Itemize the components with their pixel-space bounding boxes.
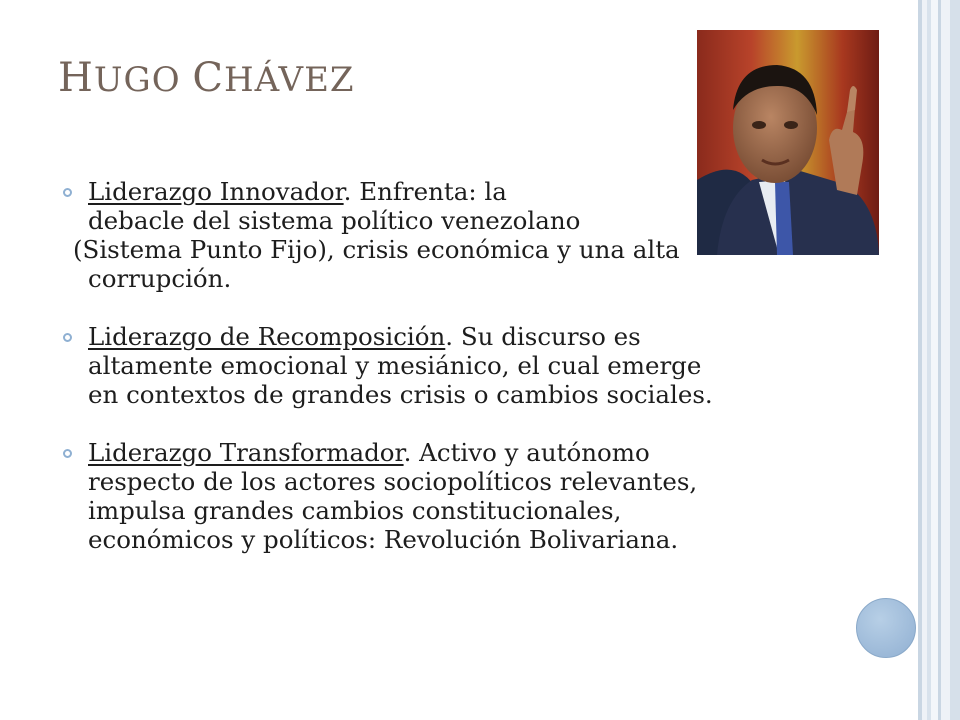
slide-title: HUGO CHÁVEZ	[58, 55, 355, 101]
bullet-text: . Activo y autónomo	[403, 438, 650, 467]
bullet-item	[58, 177, 828, 206]
bullet-term: Liderazgo de Recomposición	[88, 322, 446, 351]
decorative-side-stripes	[918, 0, 960, 720]
bullet-icon	[63, 333, 72, 342]
bullet-term: Liderazgo Innovador	[88, 177, 344, 206]
bullet-item	[58, 438, 828, 467]
bullet-item	[58, 322, 828, 351]
bullet-text: . Enfrenta: la	[343, 177, 507, 206]
bullet-continuation: corrupción.	[88, 264, 232, 293]
bullet-continuation: altamente emocional y mesiánico, el cual emerge	[88, 351, 702, 380]
decorative-circle	[856, 598, 916, 658]
slide-body	[58, 168, 828, 554]
bullet-text: . Su discurso es	[445, 322, 641, 351]
bullet-continuation: respecto de los actores sociopolíticos relevantes,	[88, 467, 698, 496]
bullet-icon	[63, 449, 72, 458]
bullet-continuation: debacle del sistema político venezolano	[88, 206, 581, 235]
bullet-term: Liderazgo Transformador	[88, 438, 404, 467]
decorative-vertical-line	[918, 0, 920, 720]
bullet-continuation: en contextos de grandes crisis o cambios sociales.	[88, 380, 713, 409]
bullet-continuation: (Sistema Punto Fijo), crisis económica y una alta	[73, 235, 680, 264]
bullet-continuation: económicos y políticos: Revolución Bolivariana.	[88, 525, 679, 554]
bullet-icon	[63, 188, 72, 197]
bullet-continuation: impulsa grandes cambios constitucionales,	[88, 496, 622, 525]
